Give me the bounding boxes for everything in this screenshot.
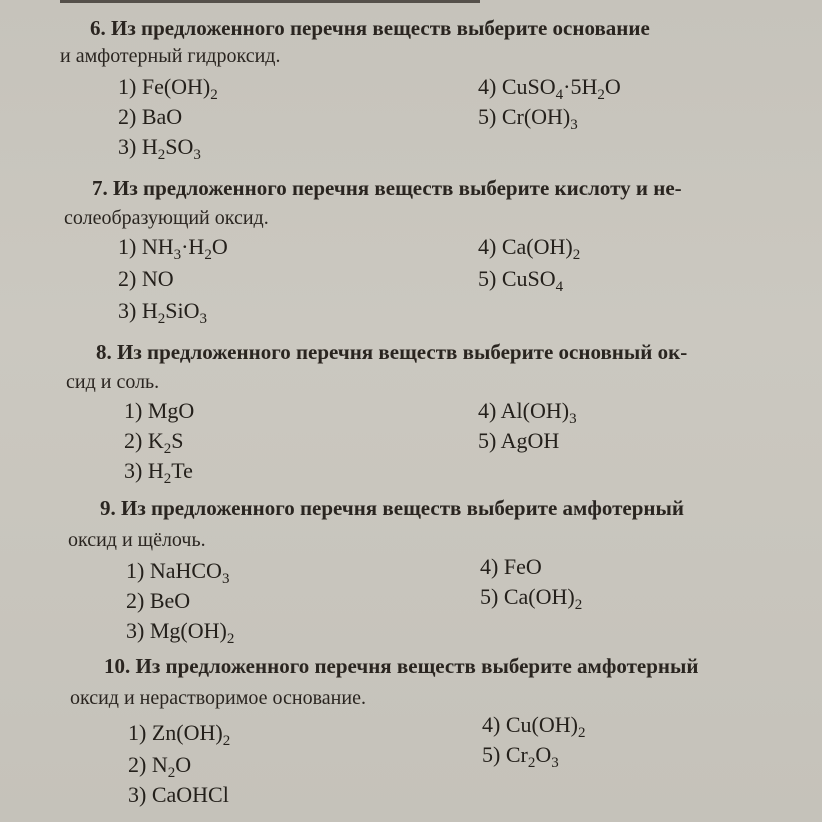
question-text: Из предложенного перечня веществ выберите основный ок- (117, 340, 688, 364)
question-line (92, 176, 682, 200)
option-5 (482, 742, 559, 771)
question-8 (0, 340, 822, 500)
option-number: 1) (126, 558, 145, 583)
option-number: 2) (124, 428, 143, 453)
option-number: 5) (480, 584, 499, 609)
question-line (90, 16, 650, 40)
formula: AgOH (500, 428, 560, 453)
option-4 (478, 74, 621, 103)
formula: $Al(OH)_3$ (500, 398, 577, 427)
formula: $N_2O$ (151, 752, 192, 781)
question-9 (0, 496, 822, 656)
question-line-2: и амфотерный гидроксид. (60, 45, 281, 67)
option-4 (478, 398, 577, 427)
formula: $Mg(OH)_2$ (149, 618, 235, 647)
question-line-2: солеобразующий оксид. (64, 207, 269, 229)
option-4 (480, 554, 542, 580)
question-7 (0, 176, 822, 336)
option-number: 5) (482, 742, 501, 767)
option-1 (124, 398, 194, 424)
option-2 (124, 428, 184, 457)
option-number: 4) (478, 74, 497, 99)
option-number: 3) (124, 458, 143, 483)
formula: NaHCO$_3$ (149, 558, 230, 587)
option-number: 1) (118, 234, 137, 259)
question-text: Из предложенного перечня веществ выберите амфотерный (121, 496, 685, 520)
option-number: 3) (128, 782, 147, 807)
question-text: Из предложенного перечня веществ выберите амфотерный (135, 654, 699, 678)
option-3 (124, 458, 193, 487)
formula: FeO (503, 554, 542, 579)
option-number: 5) (478, 266, 497, 291)
option-2 (128, 752, 192, 781)
option-number: 2) (118, 266, 137, 291)
question-number: 8. (96, 340, 112, 364)
question-number: 6. (90, 16, 106, 40)
question-10 (0, 654, 822, 814)
option-4 (482, 712, 586, 741)
option-5 (480, 584, 583, 613)
option-1 (126, 558, 230, 587)
question-number: 9. (100, 496, 116, 520)
option-2 (126, 588, 190, 614)
option-3 (118, 134, 201, 163)
option-2 (118, 266, 174, 292)
option-number: 1) (118, 74, 137, 99)
formula: $H_2SiO_3$ (141, 298, 207, 327)
option-number: 4) (480, 554, 499, 579)
option-4 (478, 234, 581, 263)
question-text: Из предложенного перечня веществ выберите основание (111, 16, 650, 40)
formula: $K_2S$ (147, 428, 184, 457)
option-number: 2) (128, 752, 147, 777)
question-line (96, 340, 687, 364)
option-number: 4) (482, 712, 501, 737)
question-line (100, 496, 684, 520)
option-5 (478, 104, 578, 133)
formula: CuSO$_4$ (501, 266, 564, 295)
option-number: 2) (126, 588, 145, 613)
question-6 (0, 0, 822, 163)
option-5 (478, 266, 564, 295)
option-1 (118, 234, 228, 263)
option-number: 3) (118, 298, 137, 323)
formula: NO (141, 266, 174, 291)
formula: $Zn(OH)_2$ (151, 720, 231, 749)
formula: $Ca(OH)_2$ (503, 584, 583, 613)
formula: $Fe(OH)_2$ (141, 74, 218, 103)
option-3 (118, 298, 207, 327)
formula: $Cr(OH)_3$ (501, 104, 578, 133)
option-number: 2) (118, 104, 137, 129)
question-line-2: оксид и щёлочь. (68, 529, 206, 551)
option-number: 3) (126, 618, 145, 643)
option-number: 1) (124, 398, 143, 423)
option-number: 4) (478, 234, 497, 259)
question-line-2: сид и соль. (66, 371, 160, 393)
option-number: 4) (478, 398, 497, 423)
option-3 (128, 782, 229, 808)
formula: MgO (147, 398, 195, 423)
question-number: 7. (92, 176, 108, 200)
formula: $Cu(OH)_2$ (505, 712, 586, 741)
option-5 (478, 428, 559, 454)
option-number: 5) (478, 104, 497, 129)
option-number: 5) (478, 428, 497, 453)
formula: $Cr_2O_3$ (505, 742, 559, 771)
formula: $H_2SO_3$ (141, 134, 201, 163)
option-number: 3) (118, 134, 137, 159)
question-number: 10. (104, 654, 131, 678)
formula: $H_2Te$ (147, 458, 193, 487)
formula: $Ca(OH)_2$ (501, 234, 581, 263)
formula: BeO (149, 588, 191, 613)
formula: BaO (141, 104, 183, 129)
option-number: 1) (128, 720, 147, 745)
option-1 (118, 74, 218, 103)
question-line-2: оксид и нерастворимое основание. (70, 687, 366, 709)
option-2 (118, 104, 182, 130)
question-text: Из предложенного перечня веществ выберите кислоту и не- (113, 176, 682, 200)
option-1 (128, 720, 231, 749)
formula: $NH_3\cdot H_2O$ (141, 234, 228, 263)
option-3 (126, 618, 235, 647)
formula: $CuSO_4\cdot 5H_2O$ (501, 74, 621, 103)
question-line (104, 654, 699, 678)
formula: CaOHCl (151, 782, 229, 807)
